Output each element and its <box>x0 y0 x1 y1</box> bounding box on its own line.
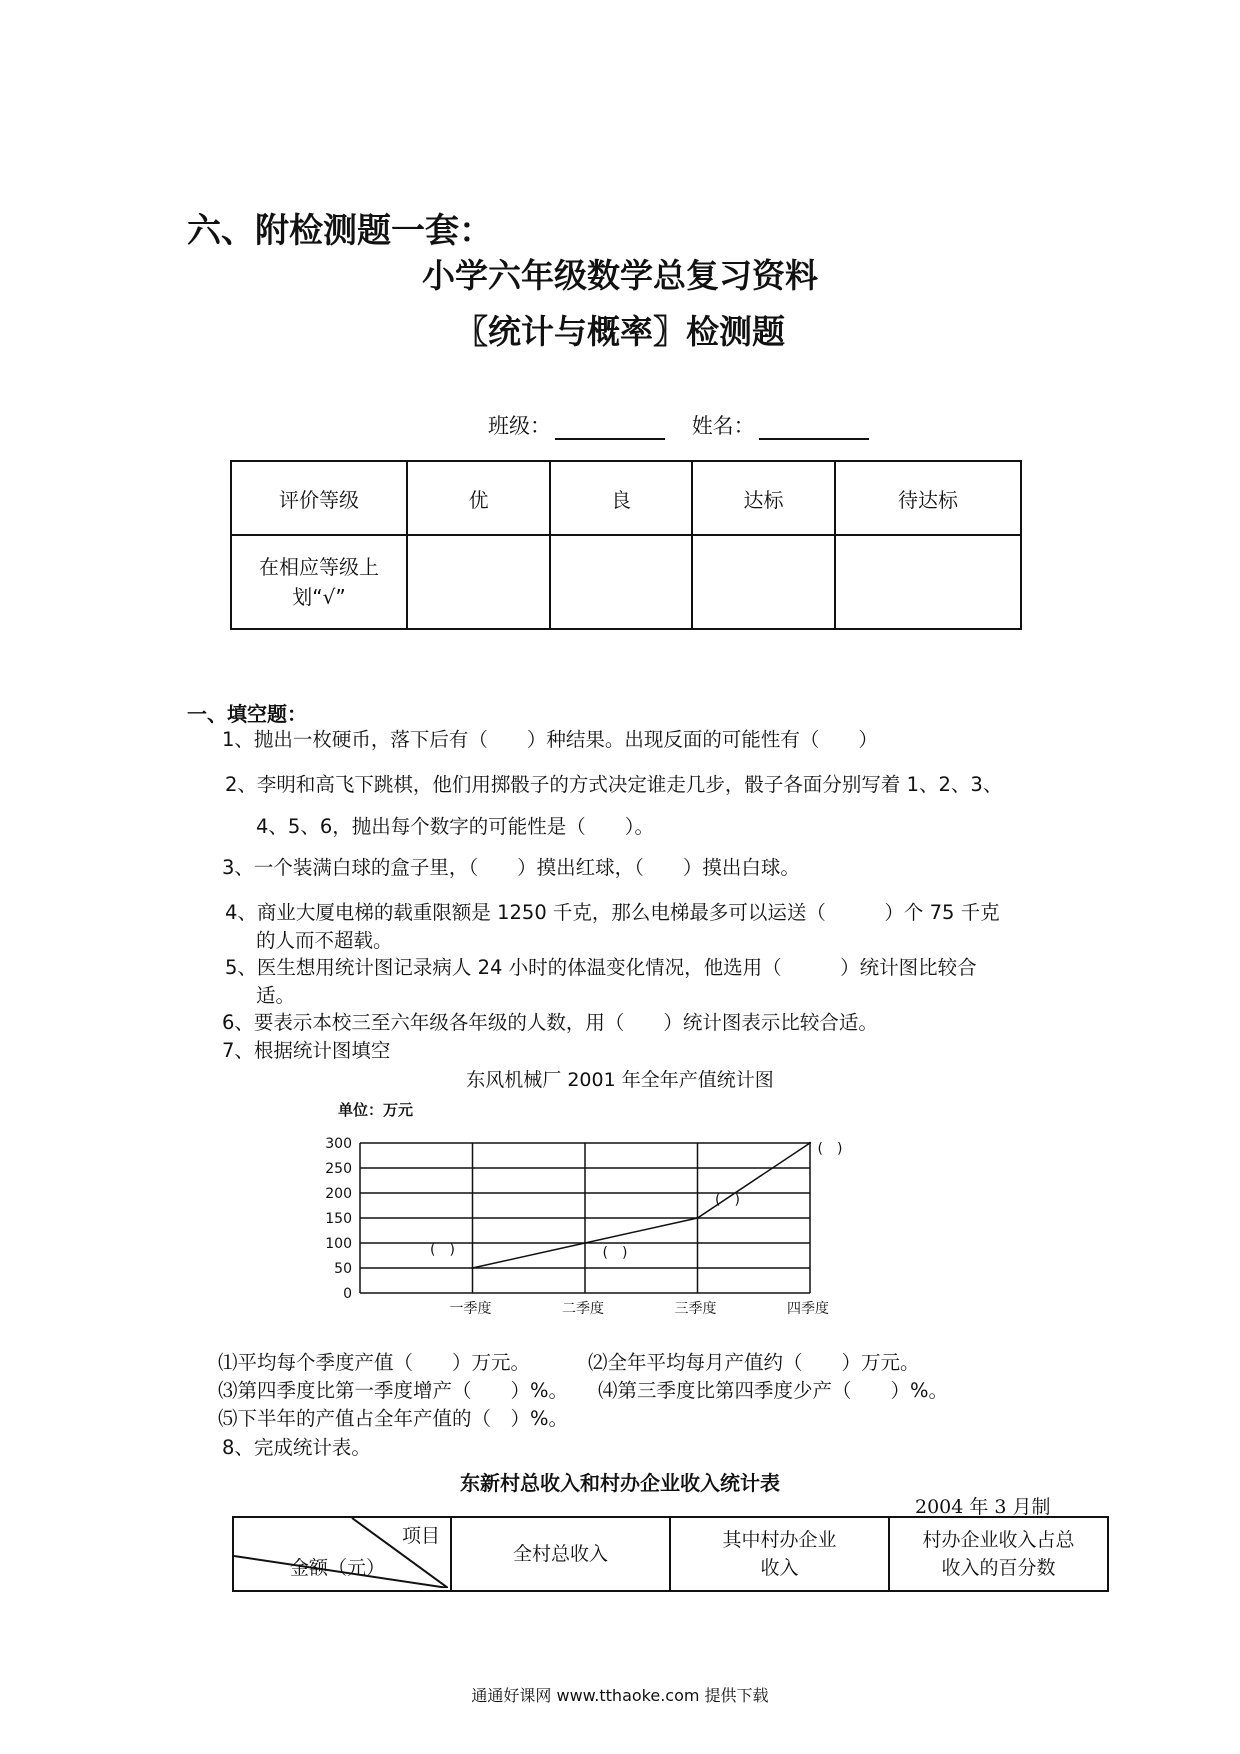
question-8: 8、完成统计表。 <box>222 1436 371 1459</box>
question-1: 1、抛出一枚硬币，落下后有（ ）种结果。出现反面的可能性有（ ） <box>222 728 878 751</box>
data-point <box>584 1242 586 1244</box>
grade-check-excellent[interactable] <box>407 535 550 629</box>
sub-question-2: ⑵全年平均每月产值约（ ）万元。 <box>588 1351 920 1374</box>
header-amount-label: 金额（元） <box>290 1557 386 1579</box>
y-tick-label: 0 <box>343 1286 352 1302</box>
title-line-2: 〖统计与概率〗检测题 <box>455 312 785 351</box>
stat-table-date: 2004 年 3 月制 <box>915 1496 1051 1518</box>
question-3: 3、一个装满白球的盒子里，（ ）摸出红球，（ ）摸出白球。 <box>222 856 800 879</box>
y-tick-label: 100 <box>325 1236 352 1252</box>
header-item-label: 项目 <box>401 1525 440 1547</box>
col-percentage <box>889 1517 1108 1591</box>
grade-pending-cell: 待达标 <box>835 461 1021 535</box>
data-label: ( ) <box>817 1141 843 1157</box>
diagonal-header-cell <box>233 1517 451 1591</box>
col-enterprise-income-line1: 其中村办企业 <box>722 1529 837 1551</box>
grade-check-label-line2: 划“√” <box>292 585 346 609</box>
x-tick-label: 二季度 <box>562 1301 604 1315</box>
sub-question-4: ⑷第三季度比第四季度少产（ ）%。 <box>598 1379 949 1402</box>
y-tick-label: 200 <box>325 1186 352 1202</box>
data-point <box>471 1267 473 1269</box>
footer: 通通好课网 www.tthaoke.com 提供下载 <box>471 1686 769 1705</box>
grade-check-pending[interactable] <box>835 535 1021 629</box>
grade-good-cell: 良 <box>550 461 692 535</box>
y-tick-label: 150 <box>325 1211 352 1227</box>
chart-unit: 单位：万元 <box>338 1101 414 1119</box>
y-tick-label: 250 <box>325 1161 352 1177</box>
x-tick-label: 一季度 <box>449 1301 492 1315</box>
class-label: 班级： <box>488 414 551 438</box>
col-enterprise-income <box>670 1517 889 1591</box>
question-5-line1: 5、医生想用统计图记录病人 24 小时的体温变化情况，他选用（ ）统计图比较合 <box>225 956 977 979</box>
data-label: ( ) <box>715 1192 740 1208</box>
col-percentage-line1: 村办企业收入占总 <box>922 1529 1075 1551</box>
class-field[interactable] <box>555 416 665 440</box>
x-tick-label: 三季度 <box>674 1301 717 1315</box>
sub-question-3: ⑶第四季度比第一季度增产（ ）%。 <box>218 1379 569 1402</box>
chart-title: 东风机械厂 2001 年全年产值统计图 <box>466 1069 774 1091</box>
production-line-chart <box>310 1125 870 1315</box>
col-enterprise-income-line2: 收入 <box>760 1557 799 1579</box>
question-2-line1: 2、李明和高飞下跳棋，他们用掷骰子的方式决定谁走几步，骰子各面分别写着 1、2、3、 <box>225 773 1003 796</box>
grade-header-cell: 评价等级 <box>231 461 407 535</box>
grade-check-pass[interactable] <box>692 535 835 629</box>
grade-check-label-line1: 在相应等级上 <box>259 555 379 579</box>
y-tick-label: 50 <box>334 1261 352 1277</box>
grade-table <box>230 460 1022 630</box>
sub-question-5: ⑸下半年的产值占全年产值的（ ）%。 <box>218 1407 569 1430</box>
stat-table-title: 东新村总收入和村办企业收入统计表 <box>460 1471 780 1495</box>
grade-pass-cell: 达标 <box>692 461 835 535</box>
name-field[interactable] <box>759 416 869 440</box>
question-5-line2: 适。 <box>256 984 296 1007</box>
question-4-line2: 的人而不超载。 <box>256 929 393 952</box>
question-2-line2: 4、5、6，抛出每个数字的可能性是（ ）。 <box>256 815 654 838</box>
name-row <box>488 410 889 440</box>
question-7: 7、根据统计图填空 <box>222 1039 391 1062</box>
y-tick-label: 300 <box>325 1136 352 1152</box>
x-tick-label: 四季度 <box>787 1301 829 1315</box>
series-line <box>473 1143 811 1268</box>
question-6: 6、要表示本校三至六年级各年级的人数，用（ ）统计图表示比较合适。 <box>222 1011 878 1034</box>
section-heading: 六、附检测题一套： <box>187 211 493 251</box>
name-label: 姓名： <box>691 414 755 438</box>
question-4-line1: 4、商业大厦电梯的载重限额是 1250 千克，那么电梯最多可以运送（ ）个 75 千克 <box>225 901 1000 924</box>
data-point <box>696 1217 698 1219</box>
stat-table <box>232 1516 1109 1592</box>
title-line-1: 小学六年级数学总复习资料 <box>422 256 818 295</box>
part1-heading: 一、填空题： <box>187 702 307 726</box>
col-total-income: 全村总收入 <box>451 1517 670 1591</box>
data-label: ( ) <box>602 1245 628 1261</box>
data-label: ( ) <box>430 1242 455 1258</box>
data-point <box>809 1142 811 1144</box>
grade-check-good[interactable] <box>550 535 692 629</box>
col-percentage-line2: 收入的百分数 <box>941 1557 1056 1579</box>
grade-excellent-cell: 优 <box>407 461 550 535</box>
grade-check-label <box>231 535 407 629</box>
sub-question-1: ⑴平均每个季度产值（ ）万元。 <box>218 1351 531 1374</box>
